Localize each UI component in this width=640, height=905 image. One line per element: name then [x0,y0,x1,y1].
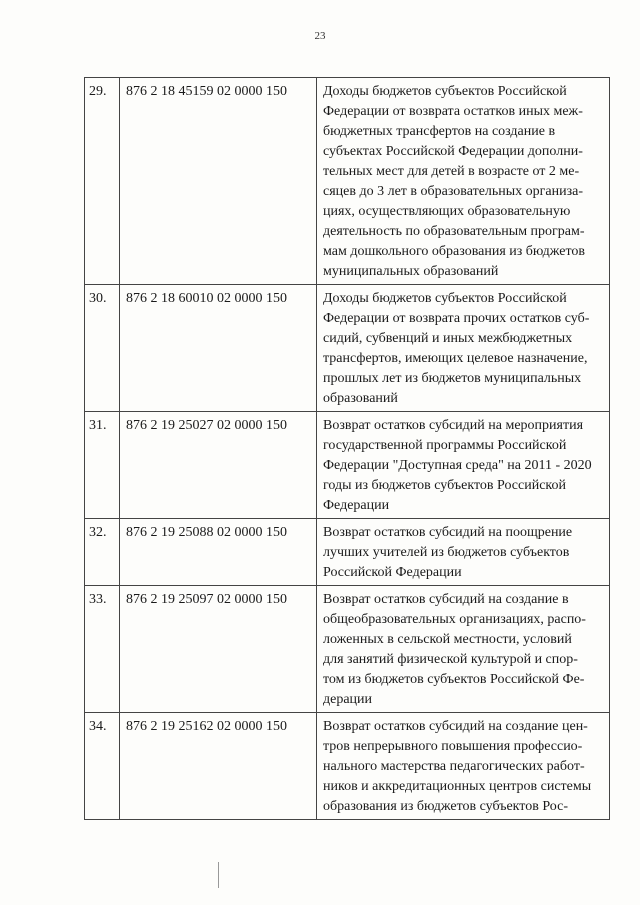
description-line: Возврат остатков субсидий на мероприятия [323,418,584,433]
income-description [317,586,610,713]
description-line: лучших учителей из бюджетов субъектов [323,545,570,560]
description-line: Федерации от возврата остатков иных меж- [323,104,583,119]
table-row [85,586,610,713]
row-number: 31. [85,412,120,519]
description-line: Российской Федерации [323,565,462,580]
description-line: деятельность по образовательным програм- [323,224,585,239]
description-line: субъектах Российской Федерации дополни- [323,144,583,159]
budget-code: 876 2 19 25162 02 0000 150 [120,713,317,820]
description-line: годы из бюджетов субъектов Российской [323,478,567,493]
row-number: 34. [85,713,120,820]
description-line: дерации [323,692,373,707]
description-line: ложенных в сельской местности, условий [323,632,572,647]
description-line: том из бюджетов субъектов Российской Фе- [323,672,585,687]
description-line: Федерации [323,498,390,513]
description-line: Доходы бюджетов субъектов Российской [323,84,567,99]
description-line: Доходы бюджетов субъектов Российской [323,291,567,306]
description-line: Федерации "Доступная среда" на 2011 - 2020 [323,458,592,473]
description-line: нального мастерства педагогических работ- [323,759,585,774]
description-line: для занятий физической культурой и спор- [323,652,578,667]
table-row [85,412,610,519]
budget-code: 876 2 19 25088 02 0000 150 [120,519,317,586]
budget-code: 876 2 19 25097 02 0000 150 [120,586,317,713]
description-line: сидий, субвенций и иных межбюджетных [323,331,573,346]
table-row [85,285,610,412]
description-line: образования из бюджетов субъектов Рос- [323,799,569,814]
description-line: сяцев до 3 лет в образовательных организа- [323,184,584,199]
row-number: 29. [85,78,120,285]
description-line: прошлых лет из бюджетов муниципальных [323,371,582,386]
income-description [317,519,610,586]
income-description [317,412,610,519]
scan-mark [218,862,219,888]
budget-code: 876 2 19 25027 02 0000 150 [120,412,317,519]
description-line: Возврат остатков субсидий на поощрение [323,525,573,540]
description-line: государственной программы Российской [323,438,567,453]
budget-codes-table [84,77,610,820]
income-description [317,78,610,285]
description-line: Федерации от возврата прочих остатков суб- [323,311,590,326]
description-line: тельных мест для детей в возрасте от 2 ме- [323,164,580,179]
table-row [85,713,610,820]
description-line: общеобразовательных организациях, распо- [323,612,586,627]
row-number: 30. [85,285,120,412]
income-description [317,713,610,820]
budget-code: 876 2 18 45159 02 0000 150 [120,78,317,285]
table-row [85,519,610,586]
budget-code: 876 2 18 60010 02 0000 150 [120,285,317,412]
table-row [85,78,610,285]
description-line: бюджетных трансфертов на создание в [323,124,556,139]
description-line: трансфертов, имеющих целевое назначение, [323,351,588,366]
description-line: Возврат остатков субсидий на создание цен- [323,719,588,734]
description-line: циях, осуществляющих образовательную [323,204,571,219]
description-line: муниципальных образований [323,264,499,279]
description-line: тров непрерывного повышения профессио- [323,739,583,754]
income-description [317,285,610,412]
description-line: мам дошкольного образования из бюджетов [323,244,586,259]
description-line: ников и аккредитационных центров системы [323,779,592,794]
description-line: образований [323,391,398,406]
row-number: 32. [85,519,120,586]
row-number: 33. [85,586,120,713]
description-line: Возврат остатков субсидий на создание в [323,592,569,607]
page-number: 23 [314,30,326,42]
